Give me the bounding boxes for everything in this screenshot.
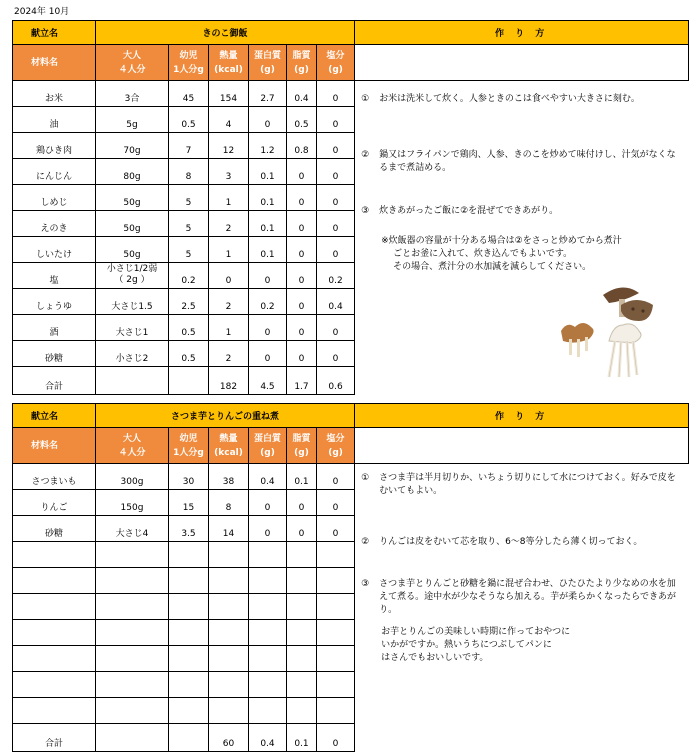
cell-child: 15 xyxy=(169,490,209,516)
total-adult xyxy=(96,367,169,395)
cell-salt: 0 xyxy=(317,211,355,237)
ingredient-header: 材料名 xyxy=(13,428,96,464)
adult-header: 大人 ４人分 xyxy=(96,428,169,464)
cell-adult: 小さじ1/2弱 （ 2g ） xyxy=(96,263,169,289)
dish-name: きのこ御飯 xyxy=(96,21,355,45)
child-header: 幼児 1人分g xyxy=(169,428,209,464)
cell-kcal: 38 xyxy=(209,464,249,490)
cell-salt: 0 xyxy=(317,315,355,341)
empty-cell xyxy=(169,620,209,646)
empty-cell xyxy=(169,698,209,724)
fat-header: 脂質 (g) xyxy=(287,45,317,81)
empty-cell xyxy=(249,646,287,672)
cell-protein: 0 xyxy=(249,341,287,367)
cell-fat: 0.1 xyxy=(287,464,317,490)
dish-name: さつま芋とりんごの重ね煮 xyxy=(96,404,355,428)
empty-cell xyxy=(169,542,209,568)
cell-child: 0.5 xyxy=(169,107,209,133)
step-text: さつま芋とりんごと砂糖を鍋に混ぜ合わせ、ひたひたより少なめの水を加えて煮る。途中水が少なそうなら加える。芋が柔らかくなったらできあがり。 xyxy=(379,579,676,615)
empty-cell xyxy=(317,542,355,568)
cell-protein: 0 xyxy=(249,516,287,542)
step-text: りんごは皮をむいて芯を取り、6～8等分したら薄く切っておく。 xyxy=(379,537,643,547)
total-fat: 1.7 xyxy=(287,367,317,395)
empty-cell xyxy=(287,568,317,594)
empty-cell xyxy=(249,620,287,646)
instructions-cell xyxy=(355,45,689,272)
cell-adult: 50g xyxy=(96,237,169,263)
empty-cell xyxy=(209,568,249,594)
empty-cell xyxy=(287,542,317,568)
cell-child: 3.5 xyxy=(169,516,209,542)
cell-name: 油 xyxy=(13,107,96,133)
cell-name: 酒 xyxy=(13,315,96,341)
cell-adult: 大さじ4 xyxy=(96,516,169,542)
protein-header: 蛋白質 (g) xyxy=(249,45,287,81)
cell-kcal: 14 xyxy=(209,516,249,542)
cell-name: 鶏ひき肉 xyxy=(13,133,96,159)
empty-cell xyxy=(317,594,355,620)
empty-cell xyxy=(317,568,355,594)
empty-cell xyxy=(249,568,287,594)
step-number: ② xyxy=(361,537,370,547)
empty-cell xyxy=(317,646,355,672)
cell-salt: 0 xyxy=(317,185,355,211)
empty-cell xyxy=(13,646,96,672)
cell-kcal: 2 xyxy=(209,341,249,367)
cell-adult: 70g xyxy=(96,133,169,159)
empty-cell xyxy=(169,646,209,672)
total-adult xyxy=(96,724,169,752)
child-header: 幼児 1人分g xyxy=(169,45,209,81)
instruction-step xyxy=(361,93,679,106)
cell-protein: 0 xyxy=(249,490,287,516)
empty-cell xyxy=(287,698,317,724)
step-number: ① xyxy=(361,94,370,104)
date-label: 2024年 10月 xyxy=(14,7,70,17)
cell-kcal: 4 xyxy=(209,107,249,133)
cell-adult: 小さじ2 xyxy=(96,341,169,367)
step-number: ③ xyxy=(361,579,370,589)
adult-header: 大人 ４人分 xyxy=(96,45,169,81)
empty-cell xyxy=(96,698,169,724)
cell-salt: 0.2 xyxy=(317,263,355,289)
cell-child: 0.5 xyxy=(169,341,209,367)
empty-cell xyxy=(287,672,317,698)
cell-fat: 0.4 xyxy=(287,81,317,107)
cell-kcal: 12 xyxy=(209,133,249,159)
cell-child: 5 xyxy=(169,211,209,237)
empty-cell xyxy=(13,620,96,646)
cell-name: にんじん xyxy=(13,159,96,185)
note-line: ※炊飯器の容量が十分ある場合は②をさっと炒めてから煮汁 xyxy=(381,236,622,246)
empty-cell xyxy=(209,594,249,620)
note-line: その場合、煮汁分の水加減を減らしてください。 xyxy=(393,262,592,272)
empty-cell xyxy=(169,672,209,698)
total-name: 合計 xyxy=(13,367,96,395)
cell-child: 0.5 xyxy=(169,315,209,341)
cell-name: えのき xyxy=(13,211,96,237)
recipe-note xyxy=(381,235,681,274)
instruction-step xyxy=(361,472,679,498)
empty-cell xyxy=(96,620,169,646)
cell-child: 2.5 xyxy=(169,289,209,315)
cell-child: 5 xyxy=(169,237,209,263)
total-name: 合計 xyxy=(13,724,96,752)
step-number: ③ xyxy=(361,206,370,216)
cell-protein: 0.1 xyxy=(249,159,287,185)
empty-cell xyxy=(13,594,96,620)
menu-label: 献立名 xyxy=(13,21,96,45)
salt-header: 塩分 (g) xyxy=(317,45,355,81)
total-fat: 0.1 xyxy=(287,724,317,752)
cell-name: お米 xyxy=(13,81,96,107)
total-protein: 0.4 xyxy=(249,724,287,752)
cell-fat: 0 xyxy=(287,185,317,211)
instruction-step xyxy=(361,205,679,218)
note-line: はさんでもおいしいです。 xyxy=(381,653,489,663)
energy-header: 熱量 (kcal) xyxy=(209,45,249,81)
step-text: さつま芋は半月切りか、いちょう切りにして水につけておく。好みで皮をむいてもよい。 xyxy=(379,473,676,496)
recipe-table-2 xyxy=(12,403,689,752)
cell-fat: 0 xyxy=(287,263,317,289)
cell-name: さつまいも xyxy=(13,464,96,490)
cell-salt: 0 xyxy=(317,133,355,159)
cell-salt: 0.4 xyxy=(317,289,355,315)
recipe-note xyxy=(381,626,681,665)
empty-cell xyxy=(287,646,317,672)
empty-cell xyxy=(249,698,287,724)
cell-protein: 0 xyxy=(249,315,287,341)
cell-protein: 0.1 xyxy=(249,237,287,263)
cell-kcal: 2 xyxy=(209,211,249,237)
empty-cell xyxy=(249,672,287,698)
cell-fat: 0 xyxy=(287,490,317,516)
note-line: お芋とりんごの美味しい時期に作っておやつに xyxy=(381,627,571,637)
cell-salt: 0 xyxy=(317,516,355,542)
total-child xyxy=(169,724,209,752)
cell-salt: 0 xyxy=(317,237,355,263)
empty-cell xyxy=(169,568,209,594)
empty-cell xyxy=(317,698,355,724)
cell-adult: 50g xyxy=(96,211,169,237)
cell-name: 砂糖 xyxy=(13,341,96,367)
empty-cell xyxy=(13,698,96,724)
cell-name: 塩 xyxy=(13,263,96,289)
note-line: いかがですか。熱いうちにつぶしてパンに xyxy=(381,640,552,650)
cell-salt: 0 xyxy=(317,490,355,516)
cell-name: しいたけ xyxy=(13,237,96,263)
cell-protein: 1.2 xyxy=(249,133,287,159)
howto-header: 作 り 方 xyxy=(355,21,689,45)
cell-fat: 0 xyxy=(287,211,317,237)
cell-name: しめじ xyxy=(13,185,96,211)
menu-label: 献立名 xyxy=(13,404,96,428)
cell-kcal: 8 xyxy=(209,490,249,516)
cell-salt: 0 xyxy=(317,341,355,367)
recipe-table-1 xyxy=(12,20,689,395)
empty-cell xyxy=(209,620,249,646)
empty-cell xyxy=(13,568,96,594)
cell-kcal: 1 xyxy=(209,315,249,341)
cell-adult: 5g xyxy=(96,107,169,133)
total-salt: 0.6 xyxy=(317,367,355,395)
empty-cell xyxy=(13,672,96,698)
instruction-step xyxy=(361,149,679,175)
cell-fat: 0 xyxy=(287,315,317,341)
cell-kcal: 154 xyxy=(209,81,249,107)
empty-cell xyxy=(209,542,249,568)
total-kcal: 60 xyxy=(209,724,249,752)
salt-header: 塩分 (g) xyxy=(317,428,355,464)
cell-kcal: 2 xyxy=(209,289,249,315)
cell-protein: 0.4 xyxy=(249,464,287,490)
total-salt: 0 xyxy=(317,724,355,752)
cell-protein: 0.2 xyxy=(249,289,287,315)
cell-kcal: 0 xyxy=(209,263,249,289)
cell-salt: 0 xyxy=(317,464,355,490)
cell-adult: 大さじ1.5 xyxy=(96,289,169,315)
instruction-step xyxy=(361,578,679,617)
cell-salt: 0 xyxy=(317,159,355,185)
total-protein: 4.5 xyxy=(249,367,287,395)
empty-cell xyxy=(169,594,209,620)
cell-child: 30 xyxy=(169,464,209,490)
empty-cell xyxy=(96,568,169,594)
cell-adult: 50g xyxy=(96,185,169,211)
step-text: 炊きあがったご飯に②を混ぜてできあがり。 xyxy=(379,206,559,216)
cell-protein: 0.1 xyxy=(249,185,287,211)
cell-protein: 2.7 xyxy=(249,81,287,107)
cell-fat: 0 xyxy=(287,341,317,367)
cell-name: 砂糖 xyxy=(13,516,96,542)
cell-kcal: 1 xyxy=(209,185,249,211)
instructions-cell xyxy=(355,428,689,663)
protein-header: 蛋白質 (g) xyxy=(249,428,287,464)
step-number: ② xyxy=(361,150,370,160)
cell-fat: 0 xyxy=(287,516,317,542)
cell-kcal: 3 xyxy=(209,159,249,185)
cell-name: しょうゆ xyxy=(13,289,96,315)
cell-fat: 0 xyxy=(287,159,317,185)
total-kcal: 182 xyxy=(209,367,249,395)
empty-cell xyxy=(317,672,355,698)
empty-cell xyxy=(96,646,169,672)
step-number: ① xyxy=(361,473,370,483)
cell-protein: 0 xyxy=(249,263,287,289)
energy-header: 熱量 (kcal) xyxy=(209,428,249,464)
mushroom-illustration-icon xyxy=(553,281,673,381)
cell-child: 7 xyxy=(169,133,209,159)
empty-cell xyxy=(209,698,249,724)
empty-cell xyxy=(249,542,287,568)
howto-header: 作 り 方 xyxy=(355,404,689,428)
instruction-step xyxy=(361,536,679,549)
total-row xyxy=(13,724,689,752)
cell-adult: 3合 xyxy=(96,81,169,107)
step-text: お米は洗米して炊く。人参ときのこは食べやすい大きさに刻む。 xyxy=(379,94,640,104)
cell-salt: 0 xyxy=(317,107,355,133)
cell-child: 0.2 xyxy=(169,263,209,289)
cell-adult: 大さじ1 xyxy=(96,315,169,341)
cell-fat: 0.8 xyxy=(287,133,317,159)
note-line: ごとお釜に入れて、炊き込んでもよいです。 xyxy=(393,249,573,259)
cell-fat: 0.5 xyxy=(287,107,317,133)
cell-salt: 0 xyxy=(317,81,355,107)
cell-kcal: 1 xyxy=(209,237,249,263)
cell-child: 8 xyxy=(169,159,209,185)
cell-adult: 80g xyxy=(96,159,169,185)
cell-adult: 300g xyxy=(96,464,169,490)
empty-cell xyxy=(96,594,169,620)
cell-child: 5 xyxy=(169,185,209,211)
empty-cell xyxy=(287,594,317,620)
fat-header: 脂質 (g) xyxy=(287,428,317,464)
table-row xyxy=(13,107,689,133)
empty-cell xyxy=(287,620,317,646)
empty-cell xyxy=(317,620,355,646)
empty-cell xyxy=(13,542,96,568)
empty-cell xyxy=(249,594,287,620)
empty-cell xyxy=(209,672,249,698)
empty-cell xyxy=(96,672,169,698)
cell-fat: 0 xyxy=(287,289,317,315)
step-text: 鍋又はフライパンで鶏肉、人参、きのこを炒めて味付けし、汁気がなくなるまで煮詰める。 xyxy=(379,150,676,173)
empty-cell xyxy=(96,542,169,568)
empty-row xyxy=(13,698,689,724)
total-child xyxy=(169,367,209,395)
cell-protein: 0.1 xyxy=(249,211,287,237)
cell-adult: 150g xyxy=(96,490,169,516)
cell-fat: 0 xyxy=(287,237,317,263)
cell-protein: 0 xyxy=(249,107,287,133)
ingredient-header: 材料名 xyxy=(13,45,96,81)
empty-cell xyxy=(209,646,249,672)
cell-child: 45 xyxy=(169,81,209,107)
empty-row xyxy=(13,672,689,698)
cell-name: りんご xyxy=(13,490,96,516)
